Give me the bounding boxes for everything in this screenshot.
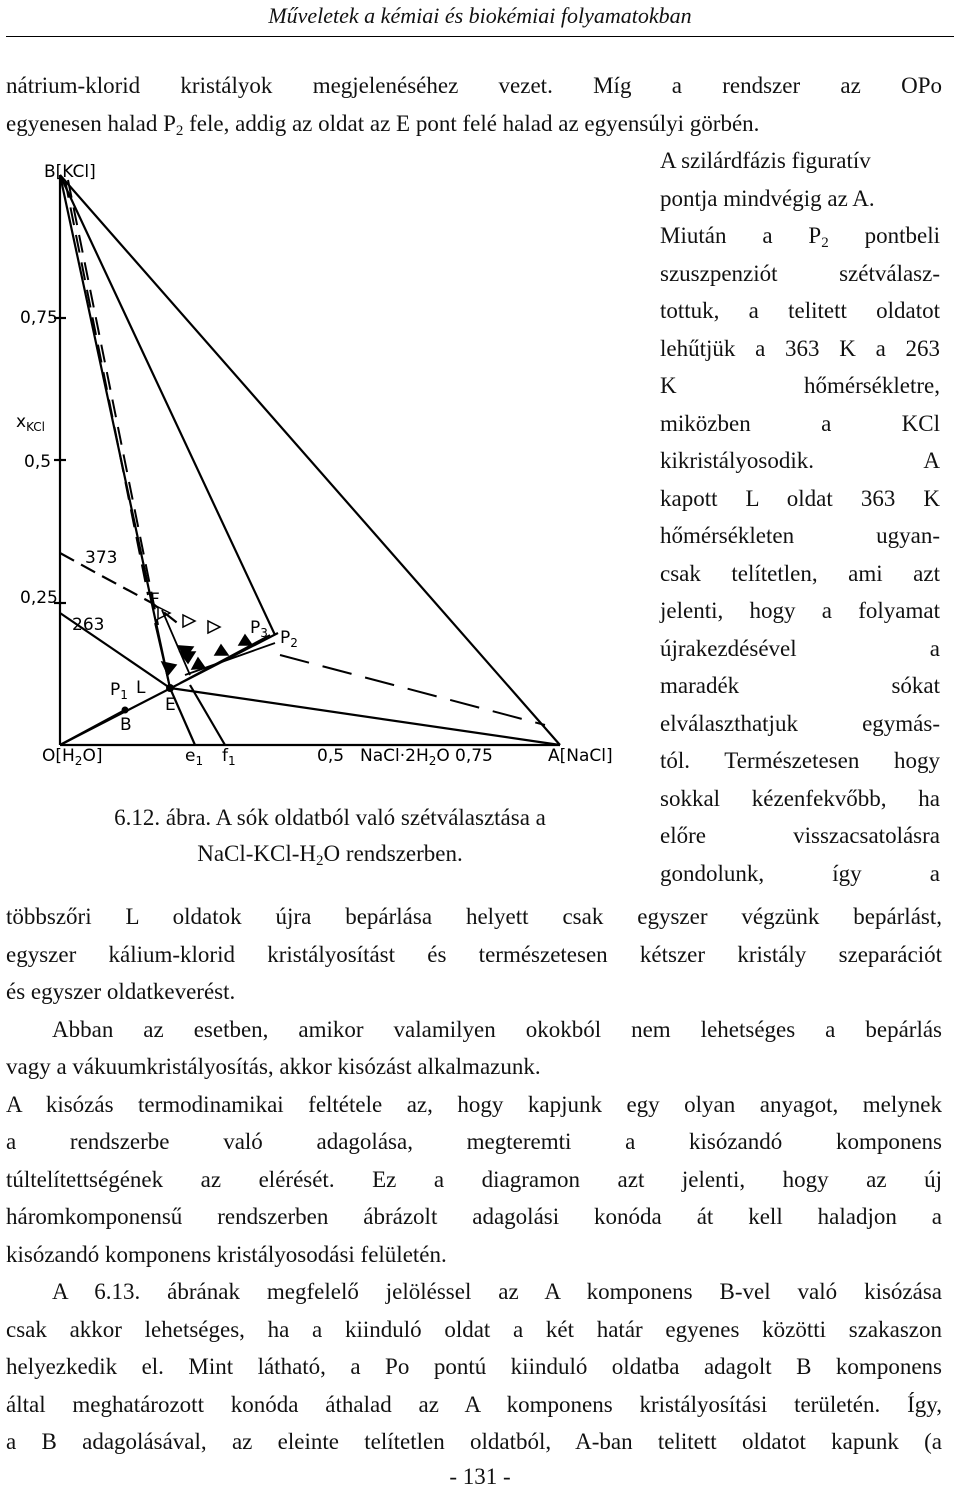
label-0-75: 0,75 [20,308,58,328]
label-B-point: B [120,715,132,735]
body-line: A kisózás termodinamikai feltétele az, hogy kapjunk egy olyan anyagot, melynek [6,1091,942,1117]
label-E: E [165,695,176,715]
running-header: Műveletek a kémiai és biokémiai folyamatokban [268,3,692,28]
side-line: Miután a $P_2$ pontbeli [660,223,940,251]
label-O: $O[H_2O]$ [42,746,103,768]
label-A: A[NaCl] [548,746,613,766]
open-arrowhead [208,621,220,633]
dashed-line-B-1 [65,180,148,595]
label-x-0-5: 0,5 [317,746,345,766]
side-line: maradék sókat [660,673,940,698]
line-O-Bpoint [60,710,125,745]
side-line: A szilárdfázis figuratív [660,148,871,173]
side-line: K hőmérsékletre, [660,373,940,398]
figure-caption [60,800,600,872]
side-line: előre visszacsatolásra [660,823,940,848]
body-line: a rendszerbe való adagolása, megteremti a kisózandó komponens [6,1129,942,1154]
side-line: kikristályosodik. A [660,448,940,473]
page-number: - 131 - [449,1464,511,1489]
label-0-5: 0,5 [24,452,52,472]
side-line: gondolunk, így a [660,860,940,886]
arrowhead [162,662,176,675]
body-line: többszőri L oldatok újra bepárlása helyett csak egyszer végzünk bepárlást, [6,904,942,929]
label-xkcl: $x_{KCl}$ [16,412,45,434]
body-line: egyszer kálium-klorid kristályosítást és természetesen kétszer kristály szeparációt [6,941,942,967]
side-line: lehűtjük a 363 K a 263 [660,335,940,361]
side-line: újrakezdésével a [660,635,940,661]
side-line: sokkal kézenfekvőbb, ha [660,785,940,811]
top-line-2: egyenesen halad $P_2$ fele, addig az oldat az E pont felé halad az egyensúlyi görbén. [6,110,760,139]
caption-line-1: 6.12. ábra. A sók oldatból való szétválasztása a [114,805,546,830]
phase-diagram-figure [16,155,630,795]
triangle-hypotenuse [60,175,560,745]
side-line: hőmérsékleten ugyan- [660,523,940,548]
body-text [6,898,942,1461]
side-line: elválaszthatjuk egymás- [660,710,940,736]
label-0-25: 0,25 [20,588,58,608]
label-e1: $e_1$ [185,746,204,768]
label-P3: $P_3$ [250,618,268,640]
side-line: tól. Természetesen hogy [660,748,940,773]
top-paragraph [6,67,942,142]
body-line: vagy a vákuumkristályosítás, akkor kisózást alkalmazunk. [6,1054,541,1079]
side-line: miközben a KCl [660,410,940,436]
label-hydrate: $NaCl\cdot 2H_2O$ [360,746,450,768]
body-line: háromkomponensű rendszerben ábrázolt adagolási konóda át kell haladjon a [6,1204,942,1229]
body-line: által meghatározott konóda áthalad az A komponens kristályosítási területén. Így, [6,1391,942,1417]
header-rule [6,36,954,37]
open-arrowhead [183,615,195,627]
label-f1: $f_1$ [222,746,236,768]
side-line: csak telítetlen, ami azt [660,560,940,586]
body-line: túltelítettségének az elérését. Ez a diagramon azt jelenti, hogy az új [6,1166,942,1192]
body-line: a B adagolásával, az eleinte telítetlen oldatból, A-ban telitett oldatot kapunk (a [6,1429,942,1454]
label-373: 373 [85,548,118,568]
point-B [122,707,129,714]
side-line: kapott L oldat 363 K [660,485,940,511]
label-P2: $P_2$ [280,628,298,650]
side-line: jelenti, hogy a folyamat [660,598,940,623]
body-line: csak akkor lehetséges, ha a kiinduló oldat a két határ egyenes közötti szakaszon [6,1316,942,1342]
body-line: kisózandó komponens kristályosodási felületén. [6,1241,447,1267]
dashed-line-P2-A [280,655,545,725]
tie-line-E-A [170,688,560,745]
body-line: Abban az esetben, amikor valamilyen okokból nem lehetséges a bepárlás [52,1016,942,1042]
label-F: F [150,590,160,610]
label-P1: $P_1$ [110,680,128,702]
label-L: L [136,678,146,698]
point-E [166,684,174,692]
label-x-0-75: 0,75 [455,746,493,766]
label-263: 263 [72,615,105,635]
body-line: A 6.13. ábrának megfelelő jelöléssel az A komponens B-vel való kisózása [52,1279,942,1304]
arrowhead [215,645,228,655]
arrowhead [192,658,205,669]
arrow-path-1 [180,635,270,683]
caption-line-2: NaCl-$KCl-H_2O$ rendszerben. [197,841,463,869]
side-text-column [660,142,940,892]
side-line: tottuk, a telitett oldatot [660,298,940,323]
side-line: szuszpenziót szétválasz- [660,260,940,286]
top-line-1: nátrium-klorid kristályok megjelenéséhez vezet. Míg a rendszer az OPo [6,73,942,98]
side-line: pontja mindvégig az A. [660,185,875,211]
label-B: B[KCl] [44,162,96,182]
body-line: és egyszer oldatkeverést. [6,979,236,1004]
body-line: helyezkedik el. Mint látható, a Po pontú kiinduló oldatba adagolt B komponens [6,1354,942,1379]
